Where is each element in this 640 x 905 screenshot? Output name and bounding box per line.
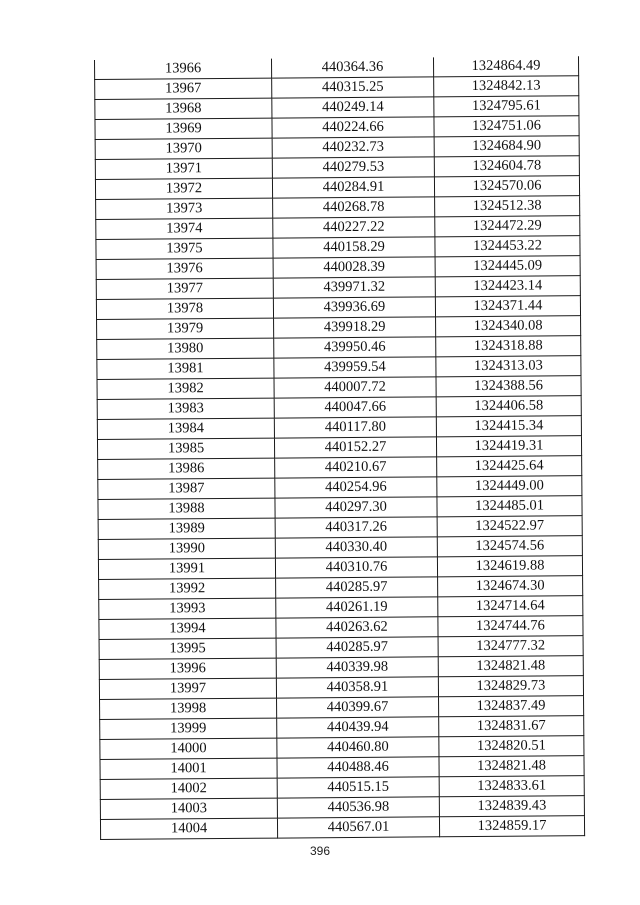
y-coordinate-cell: 1324751.06 <box>434 116 579 137</box>
x-coordinate-cell: 440536.98 <box>277 797 439 818</box>
y-coordinate-cell: 1324406.58 <box>436 396 581 417</box>
point-id-cell: 13989 <box>98 518 275 539</box>
point-id-cell: 14002 <box>100 778 277 799</box>
y-coordinate-cell: 1324864.49 <box>433 56 578 77</box>
point-id-cell: 13987 <box>98 478 275 499</box>
coordinate-table-body <box>94 56 584 839</box>
y-coordinate-cell: 1324472.29 <box>435 216 580 237</box>
x-coordinate-cell: 440007.72 <box>274 377 436 398</box>
x-coordinate-cell: 440310.76 <box>275 557 437 578</box>
x-coordinate-cell: 440210.67 <box>275 457 437 478</box>
y-coordinate-cell: 1324674.30 <box>438 576 583 597</box>
y-coordinate-cell: 1324485.01 <box>437 496 582 517</box>
x-coordinate-cell: 439959.54 <box>274 357 436 378</box>
x-coordinate-cell: 439950.46 <box>274 337 436 358</box>
x-coordinate-cell: 440249.14 <box>272 97 434 118</box>
y-coordinate-cell: 1324859.17 <box>439 816 584 837</box>
point-id-cell: 13974 <box>96 218 273 239</box>
y-coordinate-cell: 1324821.48 <box>439 756 584 777</box>
y-coordinate-cell: 1324842.13 <box>434 76 579 97</box>
point-id-cell: 14004 <box>100 818 277 839</box>
y-coordinate-cell: 1324604.78 <box>434 156 579 177</box>
point-id-cell: 13969 <box>95 118 272 139</box>
y-coordinate-cell: 1324453.22 <box>435 236 580 257</box>
x-coordinate-cell: 440330.40 <box>275 537 437 558</box>
point-id-cell: 13968 <box>95 98 272 119</box>
y-coordinate-cell: 1324419.31 <box>436 436 581 457</box>
coordinate-table <box>94 56 585 840</box>
y-coordinate-cell: 1324570.06 <box>434 176 579 197</box>
x-coordinate-cell: 440439.94 <box>277 717 439 738</box>
point-id-cell: 13997 <box>99 678 276 699</box>
y-coordinate-cell: 1324833.61 <box>439 776 584 797</box>
y-coordinate-cell: 1324821.48 <box>438 656 583 677</box>
y-coordinate-cell: 1324318.88 <box>436 336 581 357</box>
x-coordinate-cell: 440358.91 <box>276 677 438 698</box>
y-coordinate-cell: 1324423.14 <box>435 276 580 297</box>
x-coordinate-cell: 439971.32 <box>273 277 435 298</box>
x-coordinate-cell: 440227.22 <box>273 217 435 238</box>
y-coordinate-cell: 1324829.73 <box>438 676 583 697</box>
x-coordinate-cell: 439936.69 <box>273 297 435 318</box>
point-id-cell: 13986 <box>98 458 275 479</box>
y-coordinate-cell: 1324619.88 <box>437 556 582 577</box>
y-coordinate-cell: 1324449.00 <box>437 476 582 497</box>
x-coordinate-cell: 440317.26 <box>275 517 437 538</box>
y-coordinate-cell: 1324340.08 <box>436 316 581 337</box>
point-id-cell: 13975 <box>96 238 273 259</box>
point-id-cell: 13976 <box>96 258 273 279</box>
x-coordinate-cell: 440364.36 <box>271 57 433 78</box>
point-id-cell: 13979 <box>97 318 274 339</box>
y-coordinate-cell: 1324777.32 <box>438 636 583 657</box>
x-coordinate-cell: 440488.46 <box>277 757 439 778</box>
point-id-cell: 13995 <box>99 638 276 659</box>
x-coordinate-cell: 440284.91 <box>272 177 434 198</box>
point-id-cell: 13996 <box>99 658 276 679</box>
x-coordinate-cell: 440460.80 <box>277 737 439 758</box>
point-id-cell: 14003 <box>100 798 277 819</box>
point-id-cell: 13977 <box>96 278 273 299</box>
x-coordinate-cell: 440297.30 <box>275 497 437 518</box>
x-coordinate-cell: 440263.62 <box>276 617 438 638</box>
x-coordinate-cell: 440254.96 <box>275 477 437 498</box>
y-coordinate-cell: 1324415.34 <box>436 416 581 437</box>
y-coordinate-cell: 1324714.64 <box>438 596 583 617</box>
point-id-cell: 13993 <box>99 598 276 619</box>
x-coordinate-cell: 440232.73 <box>272 137 434 158</box>
x-coordinate-cell: 440285.97 <box>276 577 438 598</box>
y-coordinate-cell: 1324837.49 <box>439 696 584 717</box>
x-coordinate-cell: 440028.39 <box>273 257 435 278</box>
point-id-cell: 13988 <box>98 498 275 519</box>
x-coordinate-cell: 440285.97 <box>276 637 438 658</box>
y-coordinate-cell: 1324313.03 <box>436 356 581 377</box>
table-row <box>100 816 584 840</box>
y-coordinate-cell: 1324820.51 <box>439 736 584 757</box>
point-id-cell: 13967 <box>95 78 272 99</box>
point-id-cell: 13983 <box>97 398 274 419</box>
point-id-cell: 13984 <box>97 418 274 439</box>
point-id-cell: 13985 <box>97 438 274 459</box>
point-id-cell: 14000 <box>100 738 277 759</box>
page-number: 396 <box>309 844 331 858</box>
x-coordinate-cell: 440224.66 <box>272 117 434 138</box>
point-id-cell: 13992 <box>99 578 276 599</box>
point-id-cell: 14001 <box>100 758 277 779</box>
x-coordinate-cell: 440158.29 <box>273 237 435 258</box>
point-id-cell: 13981 <box>97 358 274 379</box>
point-id-cell: 13970 <box>95 138 272 159</box>
point-id-cell: 13994 <box>99 618 276 639</box>
x-coordinate-cell: 440515.15 <box>277 777 439 798</box>
x-coordinate-cell: 440399.67 <box>277 697 439 718</box>
point-id-cell: 13966 <box>94 59 271 80</box>
point-id-cell: 13973 <box>96 198 273 219</box>
x-coordinate-cell: 440339.98 <box>276 657 438 678</box>
point-id-cell: 13991 <box>98 558 275 579</box>
y-coordinate-cell: 1324795.61 <box>434 96 579 117</box>
x-coordinate-cell: 440567.01 <box>277 817 439 838</box>
y-coordinate-cell: 1324744.76 <box>438 616 583 637</box>
x-coordinate-cell: 440268.78 <box>273 197 435 218</box>
y-coordinate-cell: 1324512.38 <box>435 196 580 217</box>
point-id-cell: 13978 <box>96 298 273 319</box>
x-coordinate-cell: 440117.80 <box>274 417 436 438</box>
point-id-cell: 13980 <box>97 338 274 359</box>
y-coordinate-cell: 1324574.56 <box>437 536 582 557</box>
point-id-cell: 13972 <box>95 178 272 199</box>
x-coordinate-cell: 439918.29 <box>274 317 436 338</box>
y-coordinate-cell: 1324839.43 <box>439 796 584 817</box>
point-id-cell: 13982 <box>97 378 274 399</box>
x-coordinate-cell: 440279.53 <box>272 157 434 178</box>
y-coordinate-cell: 1324684.90 <box>434 136 579 157</box>
x-coordinate-cell: 440152.27 <box>274 437 436 458</box>
point-id-cell: 13990 <box>98 538 275 559</box>
y-coordinate-cell: 1324425.64 <box>437 456 582 477</box>
x-coordinate-cell: 440315.25 <box>272 77 434 98</box>
y-coordinate-cell: 1324445.09 <box>435 256 580 277</box>
y-coordinate-cell: 1324371.44 <box>435 296 580 317</box>
y-coordinate-cell: 1324831.67 <box>439 716 584 737</box>
x-coordinate-cell: 440261.19 <box>276 597 438 618</box>
y-coordinate-cell: 1324388.56 <box>436 376 581 397</box>
point-id-cell: 13971 <box>95 158 272 179</box>
y-coordinate-cell: 1324522.97 <box>437 516 582 537</box>
point-id-cell: 13998 <box>100 698 277 719</box>
point-id-cell: 13999 <box>100 718 277 739</box>
x-coordinate-cell: 440047.66 <box>274 397 436 418</box>
